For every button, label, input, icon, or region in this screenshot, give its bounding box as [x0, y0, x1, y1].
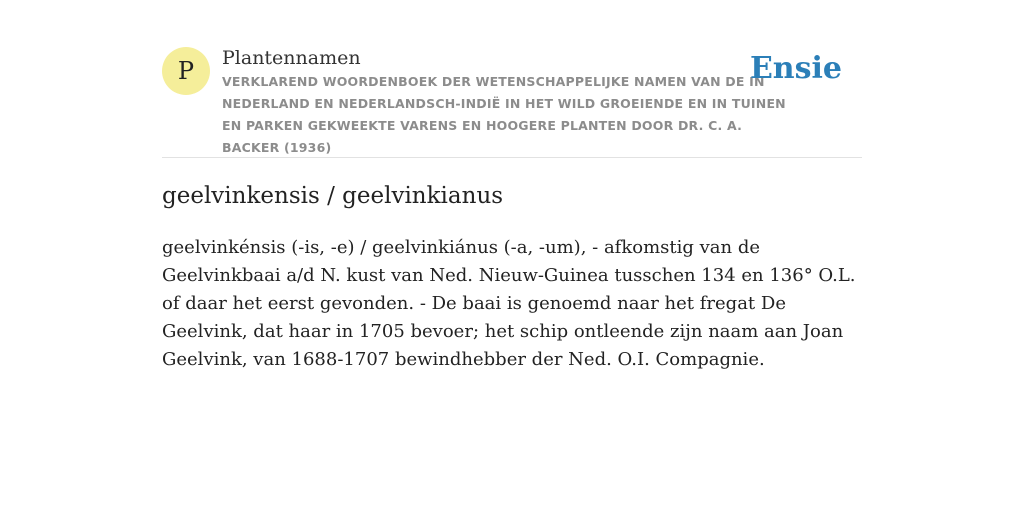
dictionary-header	[162, 44, 862, 157]
entry-body: geelvinkénsis (-is, -e) / geelvinkiánus (-a, -um), - afkomstig van de Geelvinkbaai a/d N. kust van Ned. Nieuw-Guinea tusschen 134 en 136° O.L. of daar het eerst gevonden. - De baai is genoemd naar het fregat De Geelvink, dat haar in 1705 bevoer; het schip ontleende zijn naam aan Joan Geelvink, van 1688-1707 bewindhebber der Ned. O.I. Compagnie.	[162, 237, 856, 370]
dictionary-logo[interactable]	[162, 47, 210, 95]
entry-title: geelvinkensis / geelvinkianus	[162, 183, 504, 209]
header-divider	[162, 157, 862, 158]
dictionary-subtitle: VERKLAREND WOORDENBOEK DER WETENSCHAPPELIJKE NAMEN VAN DE IN NEDERLAND EN NEDERLANDSCH-INDIË IN HET WILD GROEIENDE EN IN TUINEN EN PARKEN GEKWEEKTE VARENS EN HOOGERE PLANTEN DOOR DR. C. A. BACKER (1936)	[222, 74, 786, 155]
dictionary-title[interactable]: Plantennamen	[222, 47, 361, 69]
logo-letter: P	[177, 57, 195, 85]
brand-logo[interactable]: Ensie	[749, 51, 842, 86]
